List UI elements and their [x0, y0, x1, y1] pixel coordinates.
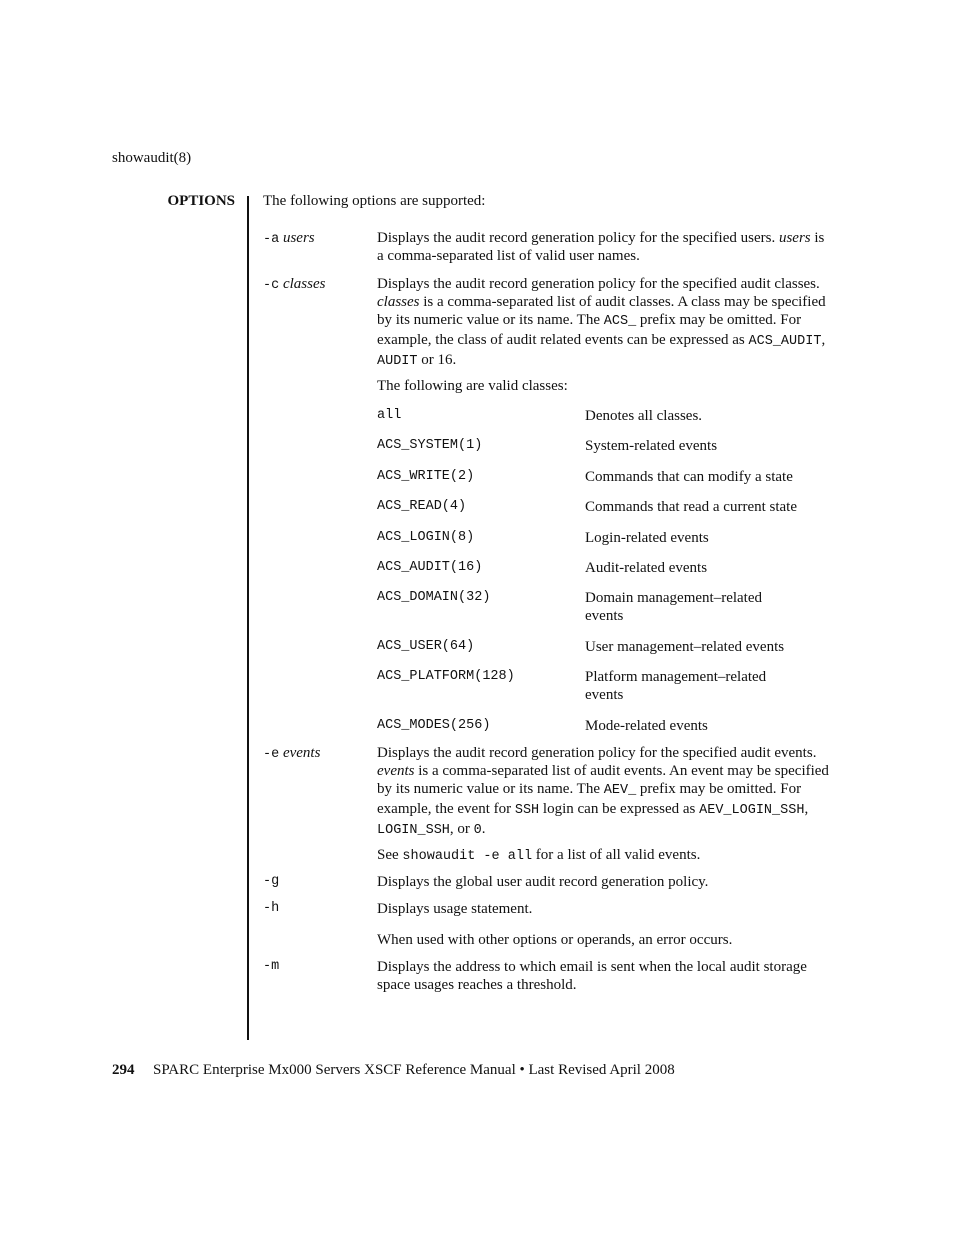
- option-arg: users: [282, 230, 315, 246]
- desc-text: Displays the audit record generation policy for the specified users.: [377, 230, 776, 246]
- class-desc: Login-related events: [585, 530, 709, 546]
- desc-text: is a comma-separated list of audit classes. A class may be specified by its numeric value or its name. The: [377, 294, 826, 328]
- desc-text: ,: [804, 801, 809, 817]
- desc-code: LOGIN_SSH: [377, 823, 450, 838]
- class-desc: Domain management–related events: [585, 590, 763, 624]
- class-desc: Commands that can modify a state: [585, 469, 793, 485]
- class-desc: Commands that read a current state: [585, 499, 798, 515]
- option-e-see-also: [377, 846, 832, 866]
- option-flag: -c: [263, 278, 280, 293]
- class-code: ACS_WRITE(2): [377, 469, 475, 484]
- class-code: ACS_USER(64): [377, 639, 475, 654]
- section-heading: OPTIONS: [167, 193, 235, 209]
- class-desc: Mode-related events: [585, 718, 708, 734]
- class-code: ACS_DOMAIN(32): [377, 590, 491, 605]
- option-a-term: [263, 229, 315, 249]
- desc-code: showaudit -e all: [402, 849, 533, 864]
- class-code: ACS_LOGIN(8): [377, 530, 475, 545]
- footer-title: SPARC Enterprise Mx000 Servers XSCF Reference Manual • Last Revised April 2008: [153, 1062, 675, 1078]
- page-number: 294: [112, 1062, 135, 1078]
- desc-text: prefix may be omitted. For example, the event for: [377, 781, 802, 817]
- desc-code: ACS_AUDIT: [748, 334, 822, 349]
- class-code: ACS_SYSTEM(1): [377, 438, 483, 453]
- desc-text: , or: [449, 821, 474, 837]
- desc-code: ACS_: [603, 314, 637, 329]
- desc-code: 0: [473, 823, 482, 838]
- option-a-description: [377, 229, 832, 265]
- option-m-description: Displays the address to which email is sent when the local audit storage space usages reaches a threshold.: [377, 959, 807, 993]
- class-desc: User management–related events: [585, 639, 785, 655]
- desc-text: is a comma-separated list of audit events. An event may be specified by its numeric value or its name. The: [377, 763, 829, 797]
- desc-text: or 16.: [417, 352, 457, 368]
- option-g-flag: -g: [263, 874, 280, 889]
- option-flag: -e: [263, 747, 280, 762]
- desc-text: for a list of all valid events.: [532, 847, 701, 863]
- class-desc: Audit-related events: [585, 560, 708, 576]
- running-header: showaudit(8): [112, 150, 192, 166]
- option-h-note: When used with other options or operands, an error occurs.: [377, 932, 733, 948]
- option-flag: -a: [263, 232, 280, 247]
- class-code: ACS_AUDIT(16): [377, 560, 483, 575]
- option-m-flag: -m: [263, 959, 280, 974]
- desc-arg: users: [778, 230, 811, 246]
- option-h-flag: -h: [263, 901, 280, 916]
- class-code: ACS_PLATFORM(128): [377, 669, 515, 684]
- desc-text: .: [481, 821, 486, 837]
- desc-text: Displays the audit record generation policy for the specified audit classes.: [377, 276, 820, 292]
- section-rule: [247, 196, 249, 1040]
- desc-text: is a comma-separated list of valid user names.: [377, 230, 825, 264]
- desc-arg: classes: [377, 294, 420, 310]
- class-code: ACS_MODES(256): [377, 718, 491, 733]
- desc-arg: events: [377, 763, 415, 779]
- class-code: all: [377, 408, 402, 423]
- class-desc: Denotes all classes.: [585, 408, 703, 424]
- option-e-term: [263, 744, 320, 764]
- class-desc: System-related events: [585, 438, 718, 454]
- desc-text: Displays the audit record generation policy for the specified audit events.: [377, 745, 817, 761]
- desc-text: See: [377, 847, 403, 863]
- desc-code: AUDIT: [377, 354, 418, 369]
- desc-code: AEV_LOGIN_SSH: [699, 803, 805, 818]
- class-desc: Platform management–related events: [585, 669, 767, 703]
- desc-code: AEV_: [603, 783, 637, 798]
- desc-text: login can be expressed as: [539, 801, 700, 817]
- section-intro: The following options are supported:: [263, 193, 486, 209]
- option-g-description: Displays the global user audit record generation policy.: [377, 874, 709, 890]
- option-arg: events: [282, 745, 321, 761]
- valid-classes-intro: The following are valid classes:: [377, 378, 568, 394]
- option-e-description: [377, 744, 832, 840]
- option-c-term: [263, 275, 325, 295]
- class-code: ACS_READ(4): [377, 499, 467, 514]
- option-c-description: [377, 275, 832, 371]
- desc-text: ,: [821, 332, 826, 348]
- option-arg: classes: [282, 276, 326, 292]
- option-h-description: Displays usage statement.: [377, 901, 533, 917]
- desc-text: prefix may be omitted. For example, the class of audit related events can be expressed as: [377, 312, 802, 348]
- desc-code: SSH: [514, 803, 540, 818]
